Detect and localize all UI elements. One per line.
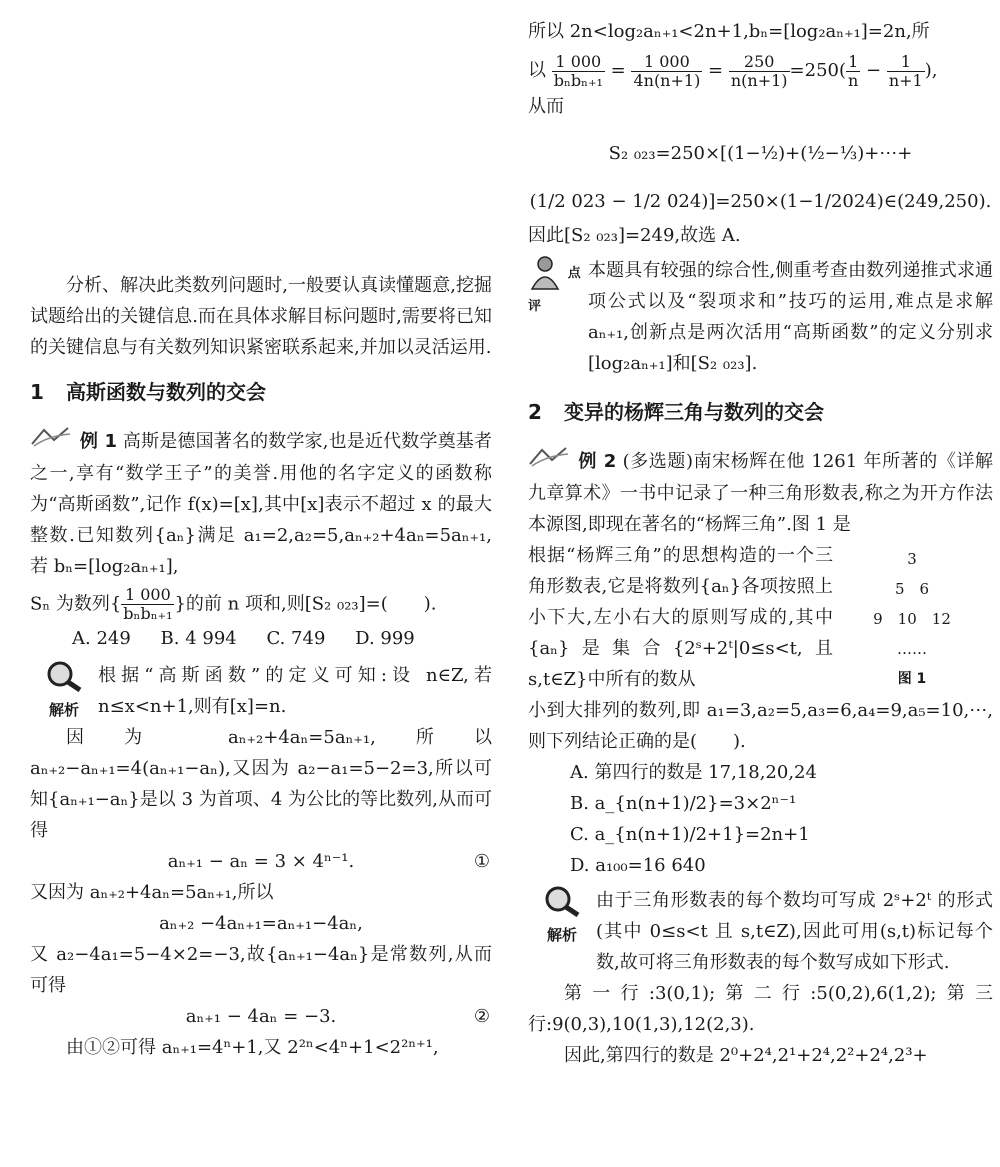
fraction-4-num: 1 <box>846 53 860 72</box>
right-column <box>528 0 993 1071</box>
figure-row-4: …… <box>897 640 927 658</box>
example-2-figure-area <box>528 540 993 695</box>
example-1-question <box>30 586 492 623</box>
option-c: C. 749 <box>266 628 326 649</box>
option-a: A. 249 <box>72 628 131 649</box>
example-1-question-post: }的前 n 项和,则[S₂ ₀₂₃]=( ). <box>174 593 437 615</box>
left-column <box>30 0 492 1063</box>
continuation-line-1: 所以 2n<log₂aₙ₊₁<2n+1,bₙ=[log₂aₙ₊₁]=2n,所 <box>528 21 930 42</box>
example-1 <box>30 426 492 582</box>
cont2-pre: 以 <box>528 60 546 81</box>
equation-1-number: ① <box>473 851 490 872</box>
sum-line-2: (1/2 023 − 1/2 024)]=250×(1−1/2024)∈(249,250). <box>529 191 992 212</box>
option-a: A. 第四行的数是 17,18,20,24 <box>570 762 817 783</box>
figure-caption: 图 1 <box>897 671 927 687</box>
comment-badge <box>528 255 588 379</box>
fraction-2-num: 1 000 <box>631 53 702 72</box>
equation-2-number: ② <box>473 1006 490 1027</box>
equation-mid-text: aₙ₊₂ −4aₙ₊₁=aₙ₊₁−4aₙ, <box>159 913 363 934</box>
conclusion: 因此[S₂ ₀₂₃]=249,故选 A. <box>528 225 741 246</box>
section-2-number: 2 <box>528 400 542 424</box>
solution-1-p3: 又因为 aₙ₊₂+4aₙ=5aₙ₊₁,所以 <box>30 882 274 903</box>
example-2 <box>528 446 993 540</box>
figure-row-2: 5 6 <box>894 580 930 598</box>
example-1-fraction <box>121 586 174 623</box>
solution-1-label: 解析 <box>48 701 79 719</box>
example-2-text-3: 小到大排列的数列,即 a₁=3,a₂=5,a₃=6,a₄=9,a₅=10,⋯,则下列结论正确的是( ). <box>528 700 993 752</box>
solution-1-p2: 因为 aₙ₊₂+4aₙ=5aₙ₊₁,所以 aₙ₊₂−aₙ₊₁=4(aₙ₊₁−aₙ),又因为 a₂−a₁=5−2=3,所以可知{aₙ₊₁−aₙ}是以 3 为首项、4 为公比的等比数列,从而可得 <box>30 727 492 841</box>
section-2-heading <box>528 397 993 428</box>
example-pen-icon <box>528 446 572 478</box>
fraction-5-den: n+1 <box>888 70 923 90</box>
fraction-3-den: n(n+1) <box>730 70 788 90</box>
option-b: B. 4 994 <box>160 628 237 649</box>
solution-1-p5: 由①②可得 aₙ₊₁=4ⁿ+1,又 2²ⁿ<4ⁿ+1<2²ⁿ⁺¹, <box>66 1037 439 1058</box>
intro-paragraph: 分析、解决此类数列问题时,一般要认真读懂题意,挖掘试题给出的关键信息.而在具体求解目标问题时,需要将已知的关键信息与有关数列知识紧密联系起来,并加以灵活运用. <box>30 275 492 358</box>
fraction-3-num: 250 <box>729 53 790 72</box>
option-b: B. a_{n(n+1)/2}=3×2ⁿ⁻¹ <box>570 793 797 814</box>
magnifier-icon <box>44 660 84 692</box>
fraction-4-den: n <box>848 70 859 90</box>
option-d: D. 999 <box>355 628 415 649</box>
equation-2 <box>30 1001 492 1032</box>
example-1-options <box>30 623 492 654</box>
equation-2-text: aₙ₊₁ − 4aₙ = −3. <box>185 1006 337 1027</box>
section-1-heading <box>30 377 492 408</box>
fraction-numerator: 1 000 <box>121 586 174 605</box>
comment-text: 本题具有较强的综合性,侧重考查由数列递推式求通项公式以及“裂项求和”技巧的运用,难点是求解 aₙ₊₁,创新点是两次活用“高斯函数”的定义分别求[log₂aₙ₊₁]和[S₂ ₀₂₃]. <box>588 260 993 374</box>
section-1-number: 1 <box>30 380 44 404</box>
continuation-line-3: 从而 <box>528 96 564 117</box>
fraction-denominator: bₙbₙ₊₁ <box>123 604 173 623</box>
comment-block <box>528 255 993 379</box>
magnifier-icon <box>542 885 582 917</box>
option-c: C. a_{n(n+1)/2+1}=2n+1 <box>570 824 810 845</box>
figure-row-3: 9 10 12 <box>873 610 951 628</box>
sum-line-1: S₂ ₀₂₃=250×[(1−½)+(½−⅓)+⋯+ <box>608 143 913 164</box>
solution-1-p1: 根据“高斯函数”的定义可知:设 n∈Z,若 n≤x<n+1,则有[x]=n. <box>98 665 492 717</box>
fraction-1 <box>552 53 605 90</box>
example-2-text-2: 根据“杨辉三角”的思想构造的一个三角形数表,它是将数列{aₙ}各项按照上小下大,左小右大的原则写成的,其中{aₙ}是集合{2ˢ+2ᵗ|0≤s<t,且 s,t∈Z}中所有的数从 <box>528 545 833 690</box>
section-1-title: 高斯函数与数列的交会 <box>66 380 266 404</box>
equation-1-text: aₙ₊₁ − aₙ = 3 × 4ⁿ⁻¹. <box>167 851 355 872</box>
fraction-5 <box>887 53 925 90</box>
fraction-1-num: 1 000 <box>552 53 605 72</box>
example-pen-icon <box>30 426 74 458</box>
equation-mid <box>30 908 492 939</box>
fraction-3 <box>729 53 790 90</box>
section-2-title: 变异的杨辉三角与数列的交会 <box>564 400 824 424</box>
fraction-1-den: bₙbₙ₊₁ <box>553 70 603 90</box>
continuation-line-2: 以 $\frac{1 000}{\text{bₙbₙ₊₁}}$ = $\frac{1 000}{4n(n+1)}$ = $\frac{250}{n(n+1)}$ =250( $\frac{1}{n}$ − $\frac{1}{n+1}$ ), <box>528 51 938 90</box>
figure-1 <box>837 544 987 694</box>
example-1-text: 高斯是德国著名的数学家,也是近代数学奠基者之一,享有“数学王子”的美誉.用他的名字定义的函数称为“高斯函数”,记作 f(x)=[x],其中[x]表示不超过 x 的最大整数.已知数列{aₙ}满足 a₁=2,a₂=5,aₙ₊₂+4aₙ=5aₙ₊₁,若 bₙ=[log₂aₙ₊₁], <box>30 431 492 577</box>
solution-2-p2: 第一行:3(0,1);第二行:5(0,2),6(1,2);第三行:9(0,3),10(1,3),12(2,3). <box>528 983 993 1035</box>
solution-2-label: 解析 <box>546 926 577 944</box>
solution-2-p1: 由于三角形数表的每个数均可写成 2ˢ+2ᵗ 的形式(其中 0≤s<t 且 s,t∈Z),因此可用(s,t)标记每个数,故可将三角形数表的每个数写成如下形式. <box>596 890 993 973</box>
comment-label: 点评 <box>528 266 581 314</box>
equation-1 <box>30 846 492 877</box>
figure-row-1: 3 <box>907 550 917 568</box>
example-1-label: 例 1 <box>79 431 118 452</box>
fraction-2-den: 4n(n+1) <box>633 70 701 90</box>
option-d: D. a₁₀₀=16 640 <box>570 855 706 876</box>
solution-2-badge <box>528 885 596 943</box>
cont2-post: ), <box>924 60 938 81</box>
solution-1 <box>30 660 492 722</box>
fraction-5-num: 1 <box>887 53 925 72</box>
solution-1-badge <box>30 660 98 718</box>
example-1-question-pre: Sₙ 为数列{ <box>30 593 122 615</box>
solution-1-p4: 又 a₂−4a₁=5−4×2=−3,故{aₙ₊₁−4aₙ}是常数列,从而可得 <box>30 944 492 996</box>
example-2-options <box>528 757 993 881</box>
fraction-2 <box>631 53 702 90</box>
example-2-text-1: (多选题)南宋杨辉在他 1261 年所著的《详解九章算术》一书中记录了一种三角形数表,称之为开方作法本源图,即现在著名的“杨辉三角”.图 1 是 <box>528 451 993 535</box>
solution-2-p3: 因此,第四行的数是 2⁰+2⁴,2¹+2⁴,2²+2⁴,2³+ <box>564 1045 928 1066</box>
sage-icon <box>528 255 562 291</box>
fraction-4 <box>846 53 860 90</box>
example-2-label: 例 2 <box>578 451 617 472</box>
solution-2 <box>528 885 993 978</box>
cont2-mid: =250( <box>789 60 846 81</box>
